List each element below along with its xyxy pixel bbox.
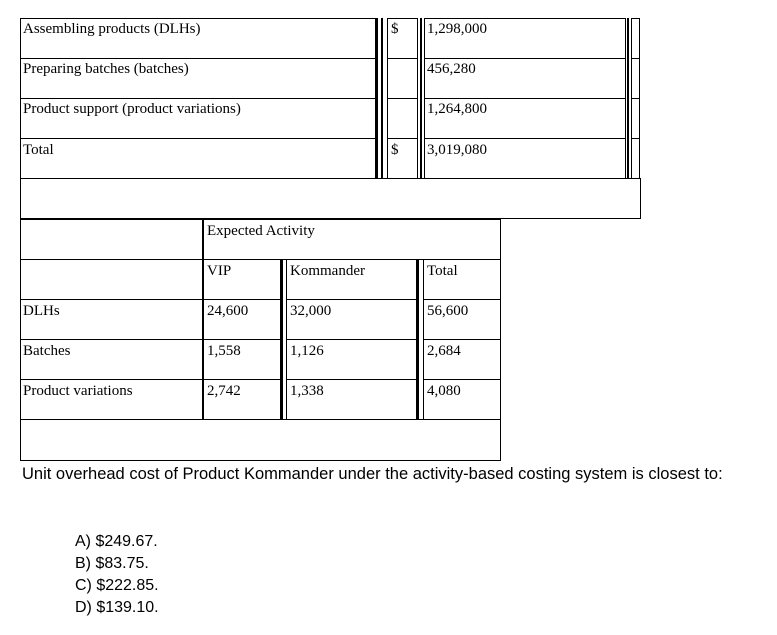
currency-sign: $ — [391, 21, 399, 37]
column-rule — [420, 18, 422, 179]
table-cell — [20, 219, 203, 260]
row-label: Assembling products (DLHs) — [23, 21, 201, 37]
value-vip: 1,558 — [207, 343, 241, 359]
choice-d[interactable]: D) $139.10. — [75, 599, 159, 616]
value-kommander: 1,126 — [290, 343, 324, 359]
column-header-kommander: Kommander — [290, 263, 365, 279]
row-label: DLHs — [23, 303, 60, 319]
currency-sign: $ — [391, 142, 399, 158]
amount: 1,298,000 — [427, 21, 487, 37]
row-label: Preparing batches (batches) — [23, 61, 189, 77]
group-header: Expected Activity — [207, 223, 315, 239]
table-cell — [387, 98, 418, 139]
amount: 1,264,800 — [427, 101, 487, 117]
column-rule — [417, 259, 419, 420]
amount: 456,280 — [427, 61, 476, 77]
value-total: 4,080 — [427, 383, 461, 399]
table-cell — [631, 138, 640, 179]
column-rule — [376, 18, 378, 179]
column-header-total: Total — [427, 263, 458, 279]
column-rule — [381, 18, 383, 179]
value-kommander: 32,000 — [290, 303, 332, 319]
value-total: 56,600 — [427, 303, 469, 319]
column-header-vip: VIP — [207, 263, 232, 279]
value-vip: 24,600 — [207, 303, 249, 319]
table-cell — [631, 98, 640, 139]
choice-b[interactable]: B) $83.75. — [75, 555, 149, 572]
column-rule — [281, 259, 283, 420]
row-label-total: Total — [23, 142, 54, 158]
question-text: Unit overhead cost of Product Kommander under the activity-based costing system is closest to: — [22, 465, 723, 483]
value-kommander: 1,338 — [290, 383, 324, 399]
table-cell — [20, 259, 203, 300]
choice-a[interactable]: A) $249.67. — [75, 533, 158, 550]
value-vip: 2,742 — [207, 383, 241, 399]
table-cell — [387, 58, 418, 99]
choice-c[interactable]: C) $222.85. — [75, 577, 159, 594]
value-total: 2,684 — [427, 343, 461, 359]
table-cell — [631, 18, 640, 59]
empty-row — [20, 178, 641, 219]
table-cell — [20, 138, 376, 179]
column-rule — [627, 18, 629, 179]
row-label: Product support (product variations) — [23, 101, 241, 117]
amount-total: 3,019,080 — [427, 142, 487, 158]
row-label: Batches — [23, 343, 71, 359]
empty-row — [20, 419, 501, 461]
row-label: Product variations — [23, 383, 133, 399]
table-cell — [631, 58, 640, 99]
